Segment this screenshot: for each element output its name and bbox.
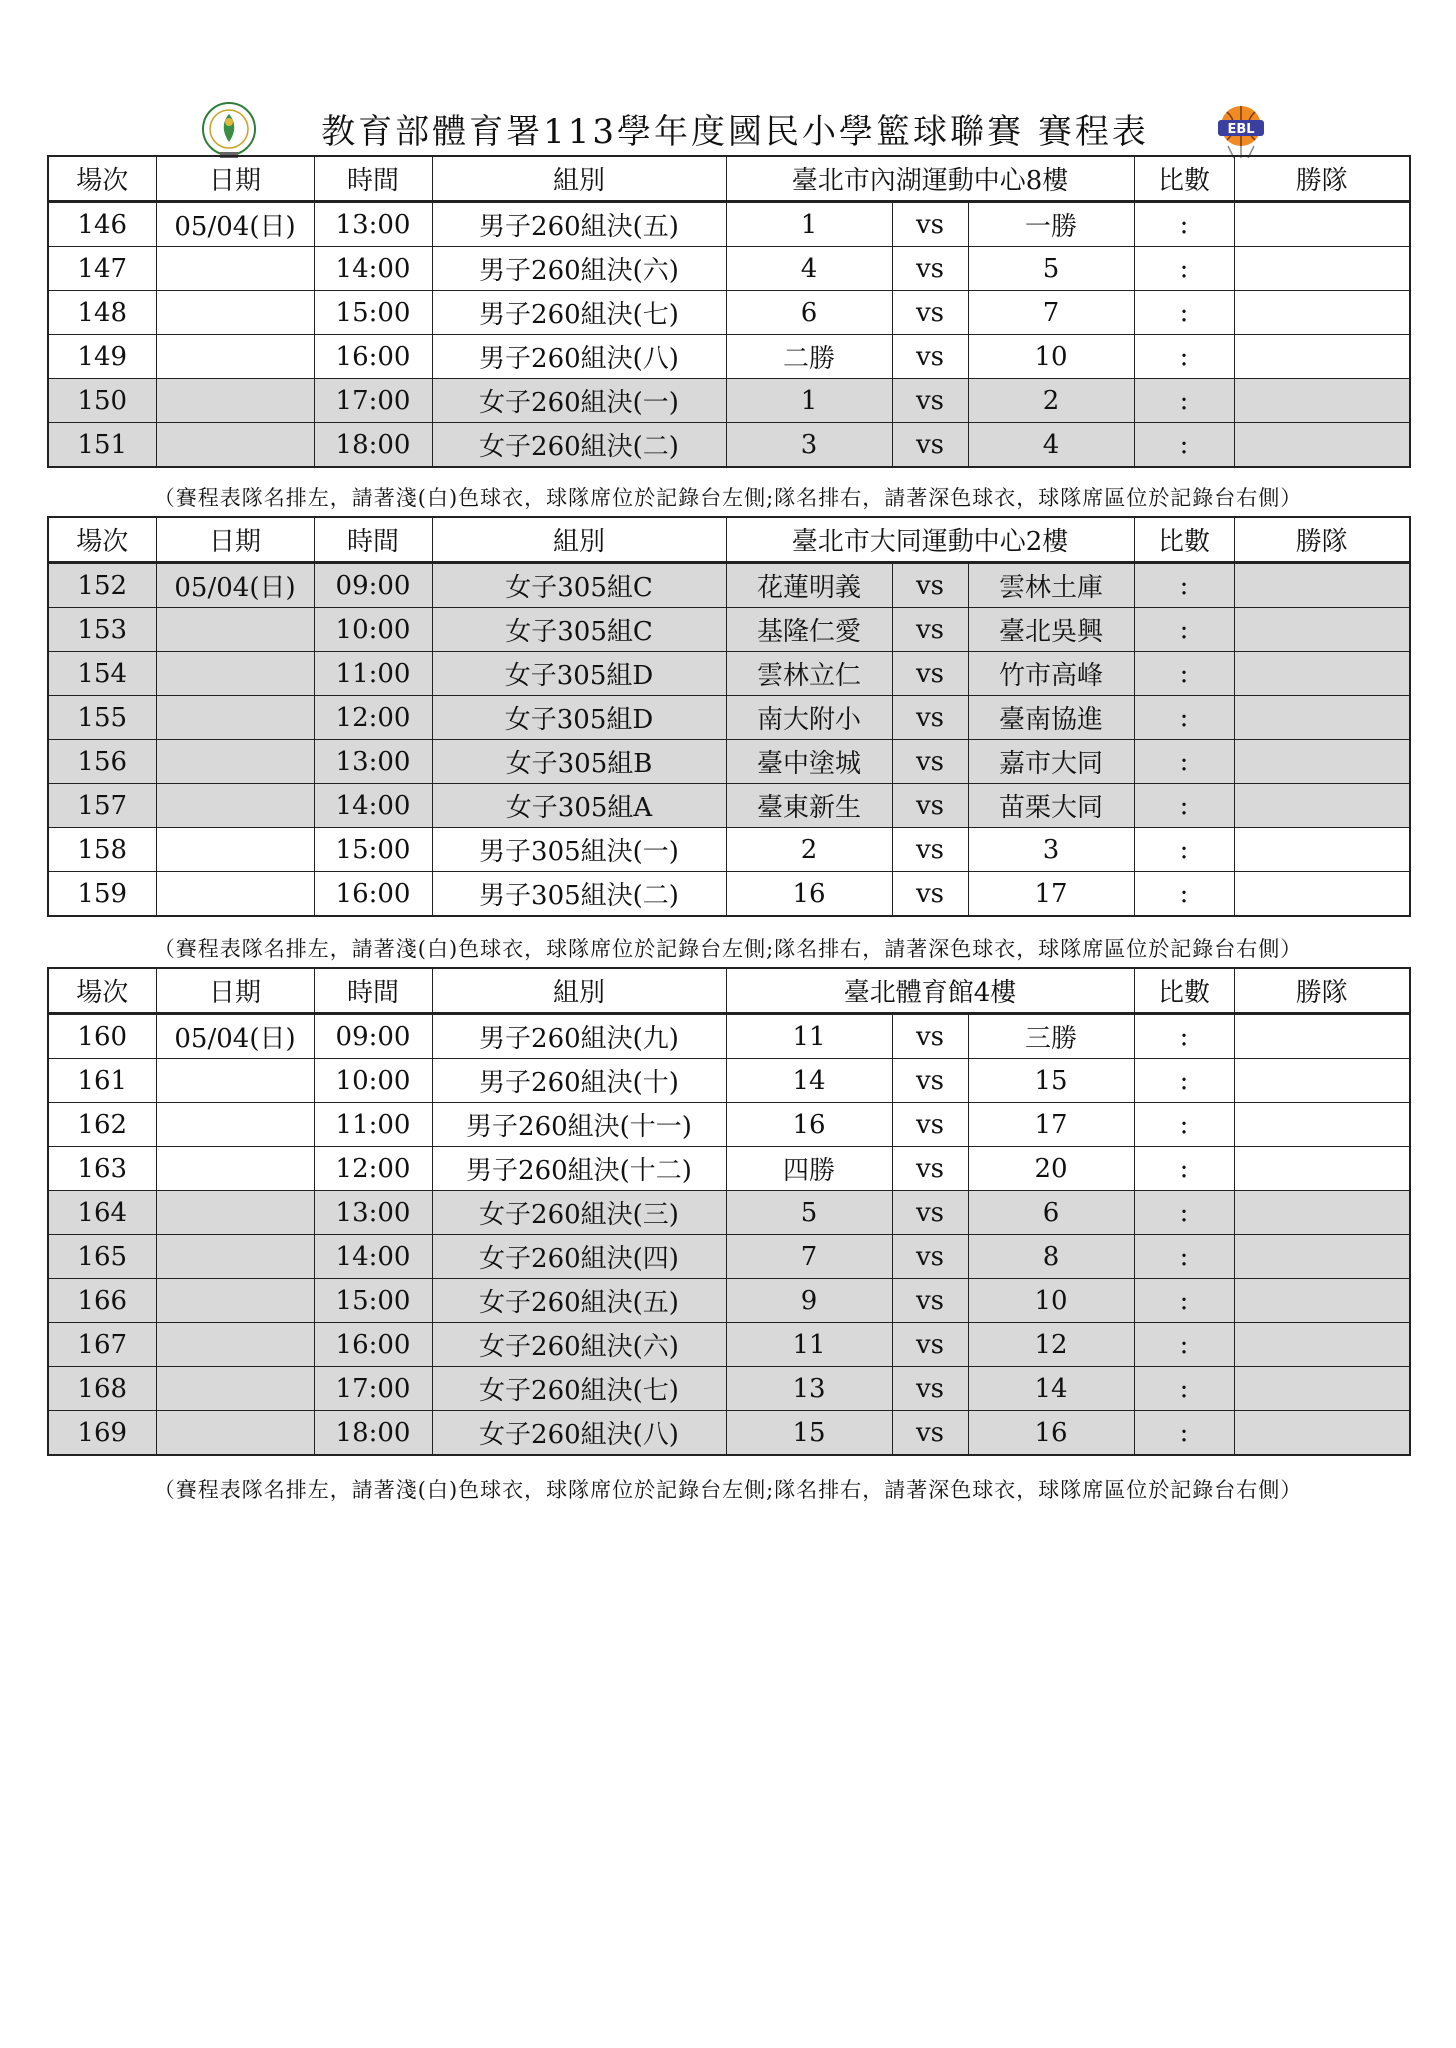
winner-cell	[1234, 247, 1410, 291]
col-time-header: 時間	[314, 968, 432, 1014]
game-number-cell: 161	[48, 1059, 156, 1103]
col-date-header: 日期	[156, 968, 314, 1014]
col-game-header: 場次	[48, 517, 156, 563]
game-number-cell: 169	[48, 1411, 156, 1456]
group-cell: 女子305組C	[432, 608, 726, 652]
venue-header: 臺北體育館4樓	[726, 968, 1134, 1014]
group-cell: 女子260組決(七)	[432, 1367, 726, 1411]
game-number-cell: 167	[48, 1323, 156, 1367]
vs-cell: vs	[892, 1014, 968, 1059]
time-cell: 13:00	[314, 1191, 432, 1235]
group-cell: 男子260組決(九)	[432, 1014, 726, 1059]
date-cell: 05/04(日)	[156, 1014, 314, 1059]
page-title: 教育部體育署113學年度國民小學籃球聯賽 賽程表	[321, 112, 1149, 152]
winner-cell	[1234, 563, 1410, 608]
table-row	[48, 563, 1410, 608]
score-cell: :	[1134, 696, 1234, 740]
table-row	[48, 1411, 1410, 1456]
time-cell: 17:00	[314, 1367, 432, 1411]
score-cell: :	[1134, 872, 1234, 917]
winner-cell	[1234, 608, 1410, 652]
score-cell: :	[1134, 1191, 1234, 1235]
home-team-cell: 1	[726, 379, 892, 423]
winner-cell	[1234, 423, 1410, 468]
game-number-cell: 153	[48, 608, 156, 652]
date-cell	[156, 784, 314, 828]
date-cell	[156, 247, 314, 291]
date-cell	[156, 1279, 314, 1323]
group-cell: 女子260組決(二)	[432, 423, 726, 468]
away-team-cell: 臺北吳興	[968, 608, 1134, 652]
winner-cell	[1234, 1235, 1410, 1279]
game-number-cell: 148	[48, 291, 156, 335]
away-team-cell: 苗栗大同	[968, 784, 1134, 828]
away-team-cell: 16	[968, 1411, 1134, 1456]
score-cell: :	[1134, 828, 1234, 872]
vs-cell: vs	[892, 1103, 968, 1147]
table-row	[48, 1367, 1410, 1411]
winner-cell	[1234, 1191, 1410, 1235]
col-group-header: 組別	[432, 968, 726, 1014]
ebl-logo-text: EBL	[1227, 122, 1255, 137]
game-number-cell: 150	[48, 379, 156, 423]
winner-cell	[1234, 652, 1410, 696]
table-row	[48, 1103, 1410, 1147]
group-cell: 女子305組A	[432, 784, 726, 828]
home-team-cell: 3	[726, 423, 892, 468]
date-cell	[156, 335, 314, 379]
game-number-cell: 149	[48, 335, 156, 379]
home-team-cell: 9	[726, 1279, 892, 1323]
winner-cell	[1234, 1059, 1410, 1103]
away-team-cell: 3	[968, 828, 1134, 872]
date-cell	[156, 828, 314, 872]
col-game-header: 場次	[48, 156, 156, 202]
time-cell: 16:00	[314, 872, 432, 917]
date-cell	[156, 1367, 314, 1411]
col-group-header: 組別	[432, 517, 726, 563]
game-number-cell: 147	[48, 247, 156, 291]
score-cell: :	[1134, 1014, 1234, 1059]
score-cell: :	[1134, 1411, 1234, 1456]
vs-cell: vs	[892, 1059, 968, 1103]
away-team-cell: 10	[968, 335, 1134, 379]
away-team-cell: 17	[968, 1103, 1134, 1147]
game-number-cell: 162	[48, 1103, 156, 1147]
home-team-cell: 1	[726, 202, 892, 247]
home-team-cell: 7	[726, 1235, 892, 1279]
home-team-cell: 16	[726, 1103, 892, 1147]
group-cell: 女子260組決(三)	[432, 1191, 726, 1235]
col-group-header: 組別	[432, 156, 726, 202]
table-row	[48, 608, 1410, 652]
col-score-header: 比數	[1134, 156, 1234, 202]
date-cell	[156, 1235, 314, 1279]
vs-cell: vs	[892, 1147, 968, 1191]
time-cell: 10:00	[314, 608, 432, 652]
vs-cell: vs	[892, 652, 968, 696]
winner-cell	[1234, 1323, 1410, 1367]
score-cell: :	[1134, 784, 1234, 828]
date-cell	[156, 696, 314, 740]
table-row	[48, 1323, 1410, 1367]
game-number-cell: 146	[48, 202, 156, 247]
group-cell: 男子260組決(五)	[432, 202, 726, 247]
table-row	[48, 1191, 1410, 1235]
away-team-cell: 8	[968, 1235, 1134, 1279]
away-team-cell: 5	[968, 247, 1134, 291]
vs-cell: vs	[892, 202, 968, 247]
away-team-cell: 2	[968, 379, 1134, 423]
score-cell: :	[1134, 740, 1234, 784]
col-time-header: 時間	[314, 517, 432, 563]
vs-cell: vs	[892, 740, 968, 784]
date-cell: 05/04(日)	[156, 202, 314, 247]
group-cell: 男子260組決(十一)	[432, 1103, 726, 1147]
col-score-header: 比數	[1134, 968, 1234, 1014]
vs-cell: vs	[892, 335, 968, 379]
game-number-cell: 164	[48, 1191, 156, 1235]
time-cell: 15:00	[314, 291, 432, 335]
winner-cell	[1234, 784, 1410, 828]
away-team-cell: 竹市高峰	[968, 652, 1134, 696]
away-team-cell: 7	[968, 291, 1134, 335]
game-number-cell: 166	[48, 1279, 156, 1323]
group-cell: 男子305組決(一)	[432, 828, 726, 872]
col-score-header: 比數	[1134, 517, 1234, 563]
schedule-body	[48, 202, 1410, 468]
home-team-cell: 15	[726, 1411, 892, 1456]
group-cell: 男子260組決(十二)	[432, 1147, 726, 1191]
time-cell: 10:00	[314, 1059, 432, 1103]
time-cell: 17:00	[314, 379, 432, 423]
group-cell: 女子305組D	[432, 696, 726, 740]
time-cell: 15:00	[314, 1279, 432, 1323]
col-winner-header: 勝隊	[1234, 517, 1410, 563]
home-team-cell: 11	[726, 1323, 892, 1367]
home-team-cell: 二勝	[726, 335, 892, 379]
group-cell: 女子305組D	[432, 652, 726, 696]
score-cell: :	[1134, 608, 1234, 652]
date-cell	[156, 1103, 314, 1147]
date-cell	[156, 740, 314, 784]
ebl-basketball-logo-icon	[1212, 102, 1270, 160]
away-team-cell: 嘉市大同	[968, 740, 1134, 784]
table-row	[48, 696, 1410, 740]
vs-cell: vs	[892, 563, 968, 608]
winner-cell	[1234, 872, 1410, 917]
game-number-cell: 154	[48, 652, 156, 696]
winner-cell	[1234, 828, 1410, 872]
vs-cell: vs	[892, 1235, 968, 1279]
time-cell: 12:00	[314, 696, 432, 740]
time-cell: 09:00	[314, 563, 432, 608]
winner-cell	[1234, 1147, 1410, 1191]
table-row	[48, 379, 1410, 423]
group-cell: 男子305組決(二)	[432, 872, 726, 917]
table-row	[48, 202, 1410, 247]
group-cell: 女子260組決(五)	[432, 1279, 726, 1323]
game-number-cell: 156	[48, 740, 156, 784]
date-cell	[156, 1147, 314, 1191]
venue-header: 臺北市內湖運動中心8樓	[726, 156, 1134, 202]
col-winner-header: 勝隊	[1234, 968, 1410, 1014]
vs-cell: vs	[892, 1323, 968, 1367]
score-cell: :	[1134, 1147, 1234, 1191]
jersey-note: （賽程表隊名排左，請著淺(白)色球衣，球隊席位於記錄台左側;隊名排右，請著深色球衣，球隊席區位於記錄台右側）	[153, 486, 1303, 510]
home-team-cell: 臺中塗城	[726, 740, 892, 784]
vs-cell: vs	[892, 696, 968, 740]
time-cell: 14:00	[314, 1235, 432, 1279]
score-cell: :	[1134, 291, 1234, 335]
away-team-cell: 4	[968, 423, 1134, 468]
vs-cell: vs	[892, 1367, 968, 1411]
away-team-cell: 17	[968, 872, 1134, 917]
table-row	[48, 872, 1410, 917]
time-cell: 09:00	[314, 1014, 432, 1059]
time-cell: 13:00	[314, 202, 432, 247]
date-cell	[156, 652, 314, 696]
group-cell: 女子260組決(一)	[432, 379, 726, 423]
col-date-header: 日期	[156, 517, 314, 563]
home-team-cell: 11	[726, 1014, 892, 1059]
away-team-cell: 15	[968, 1059, 1134, 1103]
score-cell: :	[1134, 1323, 1234, 1367]
jersey-note: （賽程表隊名排左，請著淺(白)色球衣，球隊席位於記錄台左側;隊名排右，請著深色球衣，球隊席區位於記錄台右側）	[153, 1478, 1303, 1502]
winner-cell	[1234, 1411, 1410, 1456]
score-cell: :	[1134, 379, 1234, 423]
group-cell: 女子260組決(四)	[432, 1235, 726, 1279]
game-number-cell: 151	[48, 423, 156, 468]
table-row	[48, 1147, 1410, 1191]
vs-cell: vs	[892, 291, 968, 335]
vs-cell: vs	[892, 1279, 968, 1323]
score-cell: :	[1134, 1367, 1234, 1411]
group-cell: 男子260組決(八)	[432, 335, 726, 379]
home-team-cell: 四勝	[726, 1147, 892, 1191]
time-cell: 18:00	[314, 423, 432, 468]
home-team-cell: 16	[726, 872, 892, 917]
vs-cell: vs	[892, 608, 968, 652]
winner-cell	[1234, 379, 1410, 423]
time-cell: 15:00	[314, 828, 432, 872]
vs-cell: vs	[892, 423, 968, 468]
table-header-row	[48, 968, 1410, 1014]
game-number-cell: 158	[48, 828, 156, 872]
table-row	[48, 784, 1410, 828]
home-team-cell: 南大附小	[726, 696, 892, 740]
home-team-cell: 花蓮明義	[726, 563, 892, 608]
table-row	[48, 247, 1410, 291]
time-cell: 14:00	[314, 247, 432, 291]
date-cell	[156, 1411, 314, 1456]
group-cell: 男子260組決(七)	[432, 291, 726, 335]
winner-cell	[1234, 1103, 1410, 1147]
winner-cell	[1234, 1014, 1410, 1059]
date-cell	[156, 379, 314, 423]
winner-cell	[1234, 291, 1410, 335]
date-cell	[156, 1323, 314, 1367]
score-cell: :	[1134, 423, 1234, 468]
away-team-cell: 三勝	[968, 1014, 1134, 1059]
page-header	[190, 100, 1290, 160]
away-team-cell: 一勝	[968, 202, 1134, 247]
time-cell: 16:00	[314, 1323, 432, 1367]
home-team-cell: 臺東新生	[726, 784, 892, 828]
group-cell: 女子305組B	[432, 740, 726, 784]
table-row	[48, 652, 1410, 696]
table-row	[48, 423, 1410, 468]
group-cell: 男子260組決(十)	[432, 1059, 726, 1103]
time-cell: 13:00	[314, 740, 432, 784]
score-cell: :	[1134, 247, 1234, 291]
table-row	[48, 740, 1410, 784]
table-row	[48, 1235, 1410, 1279]
score-cell: :	[1134, 1059, 1234, 1103]
score-cell: :	[1134, 1235, 1234, 1279]
game-number-cell: 163	[48, 1147, 156, 1191]
table-row	[48, 1014, 1410, 1059]
jersey-note: （賽程表隊名排左，請著淺(白)色球衣，球隊席位於記錄台左側;隊名排右，請著深色球衣，球隊席區位於記錄台右側）	[153, 937, 1303, 961]
home-team-cell: 2	[726, 828, 892, 872]
table-header-row	[48, 517, 1410, 563]
time-cell: 16:00	[314, 335, 432, 379]
schedule-body	[48, 563, 1410, 917]
away-team-cell: 臺南協進	[968, 696, 1134, 740]
game-number-cell: 160	[48, 1014, 156, 1059]
home-team-cell: 基隆仁愛	[726, 608, 892, 652]
away-team-cell: 6	[968, 1191, 1134, 1235]
home-team-cell: 5	[726, 1191, 892, 1235]
schedule-body	[48, 1014, 1410, 1456]
date-cell	[156, 423, 314, 468]
group-cell: 女子260組決(八)	[432, 1411, 726, 1456]
game-number-cell: 168	[48, 1367, 156, 1411]
away-team-cell: 雲林土庫	[968, 563, 1134, 608]
date-cell	[156, 1059, 314, 1103]
table-header-row	[48, 156, 1410, 202]
winner-cell	[1234, 1279, 1410, 1323]
table-row	[48, 335, 1410, 379]
col-game-header: 場次	[48, 968, 156, 1014]
game-number-cell: 155	[48, 696, 156, 740]
date-cell	[156, 608, 314, 652]
home-team-cell: 雲林立仁	[726, 652, 892, 696]
group-cell: 女子305組C	[432, 563, 726, 608]
table-row	[48, 828, 1410, 872]
score-cell: :	[1134, 1103, 1234, 1147]
score-cell: :	[1134, 335, 1234, 379]
game-number-cell: 152	[48, 563, 156, 608]
vs-cell: vs	[892, 784, 968, 828]
vs-cell: vs	[892, 1191, 968, 1235]
score-cell: :	[1134, 202, 1234, 247]
table-row	[48, 1059, 1410, 1103]
time-cell: 14:00	[314, 784, 432, 828]
home-team-cell: 6	[726, 291, 892, 335]
col-winner-header: 勝隊	[1234, 156, 1410, 202]
col-date-header: 日期	[156, 156, 314, 202]
winner-cell	[1234, 1367, 1410, 1411]
winner-cell	[1234, 335, 1410, 379]
game-number-cell: 157	[48, 784, 156, 828]
home-team-cell: 14	[726, 1059, 892, 1103]
schedule-table-taipei-arena	[47, 967, 1411, 1456]
score-cell: :	[1134, 563, 1234, 608]
game-number-cell: 165	[48, 1235, 156, 1279]
table-row	[48, 1279, 1410, 1323]
game-number-cell: 159	[48, 872, 156, 917]
date-cell	[156, 1191, 314, 1235]
time-cell: 18:00	[314, 1411, 432, 1456]
group-cell: 女子260組決(六)	[432, 1323, 726, 1367]
time-cell: 11:00	[314, 652, 432, 696]
away-team-cell: 10	[968, 1279, 1134, 1323]
winner-cell	[1234, 202, 1410, 247]
away-team-cell: 12	[968, 1323, 1134, 1367]
away-team-cell: 20	[968, 1147, 1134, 1191]
vs-cell: vs	[892, 379, 968, 423]
group-cell: 男子260組決(六)	[432, 247, 726, 291]
home-team-cell: 13	[726, 1367, 892, 1411]
vs-cell: vs	[892, 872, 968, 917]
away-team-cell: 14	[968, 1367, 1134, 1411]
date-cell	[156, 872, 314, 917]
schedule-table-neihu	[47, 155, 1411, 468]
date-cell: 05/04(日)	[156, 563, 314, 608]
ministry-of-education-seal-icon	[200, 100, 258, 162]
winner-cell	[1234, 740, 1410, 784]
col-time-header: 時間	[314, 156, 432, 202]
winner-cell	[1234, 696, 1410, 740]
time-cell: 11:00	[314, 1103, 432, 1147]
home-team-cell: 4	[726, 247, 892, 291]
score-cell: :	[1134, 1279, 1234, 1323]
table-row	[48, 291, 1410, 335]
score-cell: :	[1134, 652, 1234, 696]
vs-cell: vs	[892, 1411, 968, 1456]
time-cell: 12:00	[314, 1147, 432, 1191]
schedule-table-datong	[47, 516, 1411, 917]
date-cell	[156, 291, 314, 335]
vs-cell: vs	[892, 828, 968, 872]
vs-cell: vs	[892, 247, 968, 291]
venue-header: 臺北市大同運動中心2樓	[726, 517, 1134, 563]
